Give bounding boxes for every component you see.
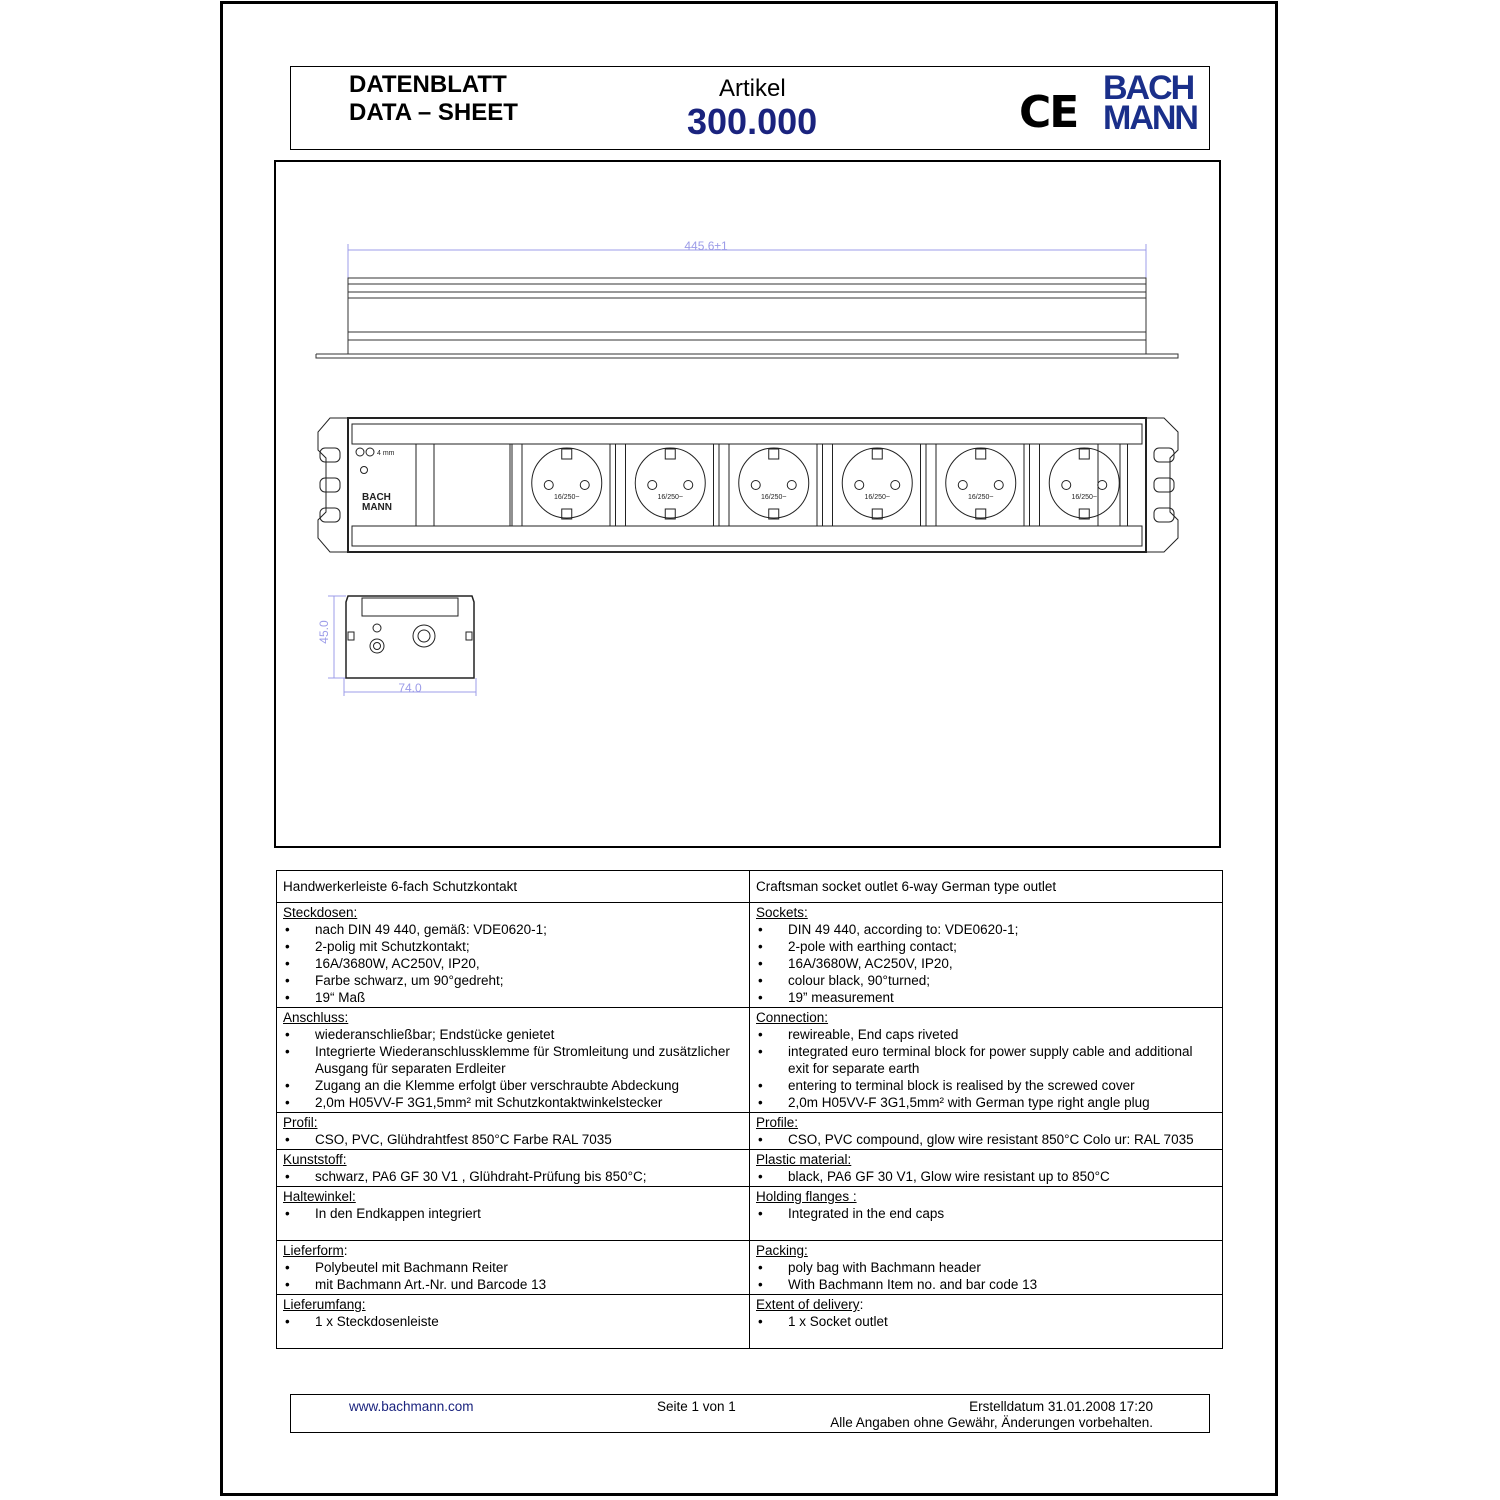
cable-gland-small-icon: [370, 639, 384, 653]
spec-bullet-item: • 16A/3680W, AC250V, IP20,: [283, 955, 743, 972]
earth-clip: [872, 449, 882, 459]
disclaimer: Alle Angaben ohne Gewähr, Änderungen vorbehalten.: [830, 1415, 1153, 1430]
spec-section-title: Handwerkerleiste 6-fach Schutzkontakt: [283, 879, 518, 894]
socket-pin-hole: [855, 481, 864, 490]
logo-line-2: MANN: [1103, 99, 1197, 137]
earth-terminal-icon: [361, 467, 368, 474]
socket-rating-label: 16/250~: [657, 494, 683, 501]
spec-section-title: Profil:: [283, 1115, 318, 1130]
spec-bullet-list: [756, 1205, 1216, 1222]
mounting-slot: [1154, 478, 1174, 492]
spec-bullet-item: • With Bachmann Item no. and bar code 13: [756, 1276, 1216, 1293]
logo-line-1: BACH: [1103, 69, 1194, 107]
spec-cell-de: [277, 871, 750, 903]
spec-bullet-list: [756, 1259, 1216, 1293]
spec-bullet-item: • In den Endkappen integriert: [283, 1205, 743, 1222]
spec-bullet-list: [756, 1131, 1216, 1148]
socket-outlet: [616, 444, 714, 526]
module-divider: [719, 444, 729, 526]
spec-section-title: Anschluss:: [283, 1010, 349, 1025]
spec-section-title: Connection:: [756, 1010, 829, 1025]
earth-symbol-icon: [373, 624, 381, 632]
front-view-bottom-rail: [352, 526, 1142, 546]
socket-outlet: [1030, 444, 1128, 526]
spec-bullet-item: • schwarz, PA6 GF 30 V1 , Glühdraht-Prüfung bis 850°C;: [283, 1168, 743, 1185]
creation-date: Erstelldatum 31.01.2008 17:20: [969, 1399, 1153, 1414]
end-cap-right: [1146, 418, 1178, 552]
spec-cell-en: [750, 903, 1223, 1008]
socket-pin-hole: [544, 481, 553, 490]
spec-section-title: Haltewinkel:: [283, 1189, 356, 1204]
spec-bullet-item: • poly bag with Bachmann header: [756, 1259, 1216, 1276]
spec-bullet-list: [756, 921, 1216, 1006]
dimension-height-label: 45.0: [317, 620, 331, 644]
spec-section-title: Lieferumfang:: [283, 1297, 366, 1312]
socket-rating-label: 16/250~: [864, 494, 890, 501]
spec-bullet-list: [283, 1205, 743, 1222]
side-view-notch: [348, 632, 354, 640]
socket-module: [626, 444, 714, 526]
spec-bullet-item: • 2,0m H05VV-F 3G1,5mm² mit Schutzkontaktwinkelstecker: [283, 1094, 743, 1111]
spec-cell-en: [750, 1113, 1223, 1150]
spec-section-title: Profile:: [756, 1115, 799, 1130]
spec-bullet-item: • wiederanschließbar; Endstücke genietet: [283, 1026, 743, 1043]
spec-cell-en: [750, 1187, 1223, 1241]
socket-module: [1040, 444, 1128, 526]
socket-pin-hole: [891, 481, 900, 490]
mounting-slot: [1154, 508, 1174, 522]
top-view-flange: [316, 354, 1178, 358]
face-logo-line-2: MANN: [362, 502, 392, 513]
cable-gland-large-icon: [413, 625, 435, 647]
earth-clip: [1079, 449, 1089, 459]
spec-bullet-item: • 2-polig mit Schutzkontakt;: [283, 938, 743, 955]
spec-bullet-item: • 1 x Socket outlet: [756, 1313, 1216, 1330]
screw-label: 4 mm: [377, 450, 395, 457]
drawing-svg: [276, 162, 1223, 850]
cable-gland-small-inner: [374, 643, 381, 650]
socket-rating-label: 16/250~: [1071, 494, 1097, 501]
front-view-body: [348, 418, 1146, 552]
spec-bullet-item: • Integrierte Wiederanschlussklemme für Stromleitung und zusätzlicher Ausgang für separaten Erdleiter: [283, 1043, 743, 1077]
article-label: Artikel: [719, 75, 786, 102]
spec-cell-de: [277, 1241, 750, 1295]
face-logo-line-1: BACH: [362, 492, 391, 503]
spec-cell-de: [277, 903, 750, 1008]
earth-clip: [562, 449, 572, 459]
spec-bullet-list: [283, 1168, 743, 1185]
title-english: DATA – SHEET: [349, 99, 518, 126]
spec-cell-en: [750, 1241, 1223, 1295]
module-divider: [823, 444, 833, 526]
spec-bullet-item: • colour black, 90°turned;: [756, 972, 1216, 989]
socket-group: [512, 444, 1128, 526]
socket-pin-hole: [684, 481, 693, 490]
article-number: 300.000: [687, 101, 818, 142]
spec-cell-de: [277, 1187, 750, 1241]
socket-pin-hole: [648, 481, 657, 490]
module-divider: [926, 444, 936, 526]
ce-mark-icon: CE: [1019, 87, 1078, 138]
socket-rating-label: 16/250~: [968, 494, 994, 501]
module-divider: [416, 444, 434, 526]
spec-row: [277, 903, 1223, 1008]
socket-module: [729, 444, 817, 526]
cable-gland-large-inner: [418, 630, 430, 642]
spec-bullet-item: • DIN 49 440, according to: VDE0620-1;: [756, 921, 1216, 938]
spec-row: [277, 871, 1223, 903]
socket-pin-hole: [787, 481, 796, 490]
spec-cell-en: [750, 1008, 1223, 1113]
spec-bullet-list: [756, 1026, 1216, 1111]
socket-rating-label: 16/250~: [761, 494, 787, 501]
page-number: Seite 1 von 1: [657, 1399, 736, 1414]
spec-bullet-item: • entering to terminal block is realised by the screwed cover: [756, 1077, 1216, 1094]
socket-outlet: [926, 444, 1024, 526]
mounting-slot: [1154, 448, 1174, 462]
spec-bullet-list: [283, 921, 743, 1006]
spec-bullet-list: [283, 1259, 743, 1293]
spec-bullet-item: • mit Bachmann Art.-Nr. und Barcode 13: [283, 1276, 743, 1293]
spec-section-title: Packing:: [756, 1243, 808, 1258]
document-header: [290, 66, 1210, 150]
spec-bullet-list: [283, 1313, 743, 1330]
spec-cell-en: [750, 871, 1223, 903]
website-link[interactable]: www.bachmann.com: [349, 1399, 474, 1414]
spec-row: [277, 1008, 1223, 1113]
spec-cell-de: [277, 1008, 750, 1113]
spec-cell-de: [277, 1295, 750, 1349]
spec-bullet-item: • 19“ Maß: [283, 989, 743, 1006]
document-title: [349, 71, 518, 127]
bachmann-logo: [1103, 69, 1197, 137]
socket-pin-hole: [994, 481, 1003, 490]
spec-section-title: Craftsman socket outlet 6-way German type outlet: [756, 879, 1057, 894]
spec-bullet-item: • 2-pole with earthing contact;: [756, 938, 1216, 955]
socket-pin-hole: [1062, 481, 1071, 490]
socket-pin-hole: [751, 481, 760, 490]
dimension-width-label: 74.0: [398, 681, 422, 695]
spec-bullet-item: • 16A/3680W, AC250V, IP20,: [756, 955, 1216, 972]
spec-bullet-list: [283, 1131, 743, 1148]
socket-module: [833, 444, 921, 526]
screw-icon: [356, 448, 364, 456]
spec-bullet-item: • 1 x Steckdosenleiste: [283, 1313, 743, 1330]
side-view-notch: [466, 632, 472, 640]
spec-row: [277, 1295, 1223, 1349]
module-divider: [616, 444, 626, 526]
document-footer: [290, 1394, 1210, 1433]
spec-section-title: Sockets:: [756, 905, 808, 920]
spec-cell-de: [277, 1113, 750, 1150]
spec-bullet-item: • 2,0m H05VV-F 3G1,5mm² with German type right angle plug: [756, 1094, 1216, 1111]
spec-bullet-item: • 19” measurement: [756, 989, 1216, 1006]
top-view: [316, 239, 1178, 358]
spec-bullet-item: • black, PA6 GF 30 V1, Glow wire resistant up to 850°C: [756, 1168, 1216, 1185]
spec-section-title: Plastic material:: [756, 1152, 852, 1167]
dimension-length-label: 445.6±1: [684, 239, 728, 253]
spec-section-title: Holding flanges :: [756, 1189, 857, 1204]
front-view-top-rail: [352, 424, 1142, 444]
spec-bullet-item: • rewireable, End caps riveted: [756, 1026, 1216, 1043]
side-view: [317, 596, 476, 696]
spec-section-title: Kunststoff:: [283, 1152, 347, 1167]
end-cap-left: [318, 418, 348, 552]
spec-cell-de: [277, 1150, 750, 1187]
spec-row: [277, 1187, 1223, 1241]
spec-bullet-item: • CSO, PVC, Glühdrahtfest 850°C Farbe RAL 7035: [283, 1131, 743, 1148]
socket-pin-hole: [958, 481, 967, 490]
spec-row: [277, 1113, 1223, 1150]
socket-rating-label: 16/250~: [554, 494, 580, 501]
specification-table: [276, 870, 1223, 1349]
spec-cell-en: [750, 1150, 1223, 1187]
spec-section-title: Extent of delivery:: [756, 1297, 864, 1312]
spec-bullet-list: [756, 1168, 1216, 1185]
spec-bullet-item: • Zugang an die Klemme erfolgt über verschraubte Abdeckung: [283, 1077, 743, 1094]
title-german: DATENBLATT: [349, 71, 507, 98]
socket-module: [522, 444, 610, 526]
spec-bullet-item: • Farbe schwarz, um 90°gedreht;: [283, 972, 743, 989]
spec-section-title: Steckdosen:: [283, 905, 358, 920]
side-view-body: [346, 596, 474, 678]
technical-drawing: [274, 160, 1221, 848]
screw-icon: [366, 448, 374, 456]
socket-pin-hole: [1098, 481, 1107, 490]
socket-outlet: [719, 444, 817, 526]
spec-cell-en: [750, 1295, 1223, 1349]
module-divider: [1030, 444, 1040, 526]
socket-module: [936, 444, 1024, 526]
spec-row: [277, 1241, 1223, 1295]
spec-bullet-list: [756, 1313, 1216, 1330]
mounting-slot: [320, 478, 340, 492]
spec-bullet-item: • integrated euro terminal block for power supply cable and additional exit for separate earth: [756, 1043, 1216, 1077]
socket-outlet: [823, 444, 921, 526]
socket-pin-hole: [580, 481, 589, 490]
spec-row: [277, 1150, 1223, 1187]
spec-bullet-item: • nach DIN 49 440, gemäß: VDE0620-1;: [283, 921, 743, 938]
front-view: [318, 418, 1178, 552]
spec-bullet-list: [283, 1026, 743, 1111]
socket-outlet: [512, 444, 610, 526]
side-view-slot: [362, 598, 458, 616]
spec-bullet-item: • Integrated in the end caps: [756, 1205, 1216, 1222]
spec-bullet-item: • Polybeutel mit Bachmann Reiter: [283, 1259, 743, 1276]
module-divider: [512, 444, 522, 526]
earth-clip: [769, 449, 779, 459]
spec-bullet-item: • CSO, PVC compound, glow wire resistant 850°C Colo ur: RAL 7035: [756, 1131, 1216, 1148]
earth-clip: [665, 449, 675, 459]
earth-clip: [976, 449, 986, 459]
spec-section-title: Lieferform:: [283, 1243, 348, 1258]
top-view-body: [348, 278, 1146, 354]
blank-module: [434, 444, 510, 526]
